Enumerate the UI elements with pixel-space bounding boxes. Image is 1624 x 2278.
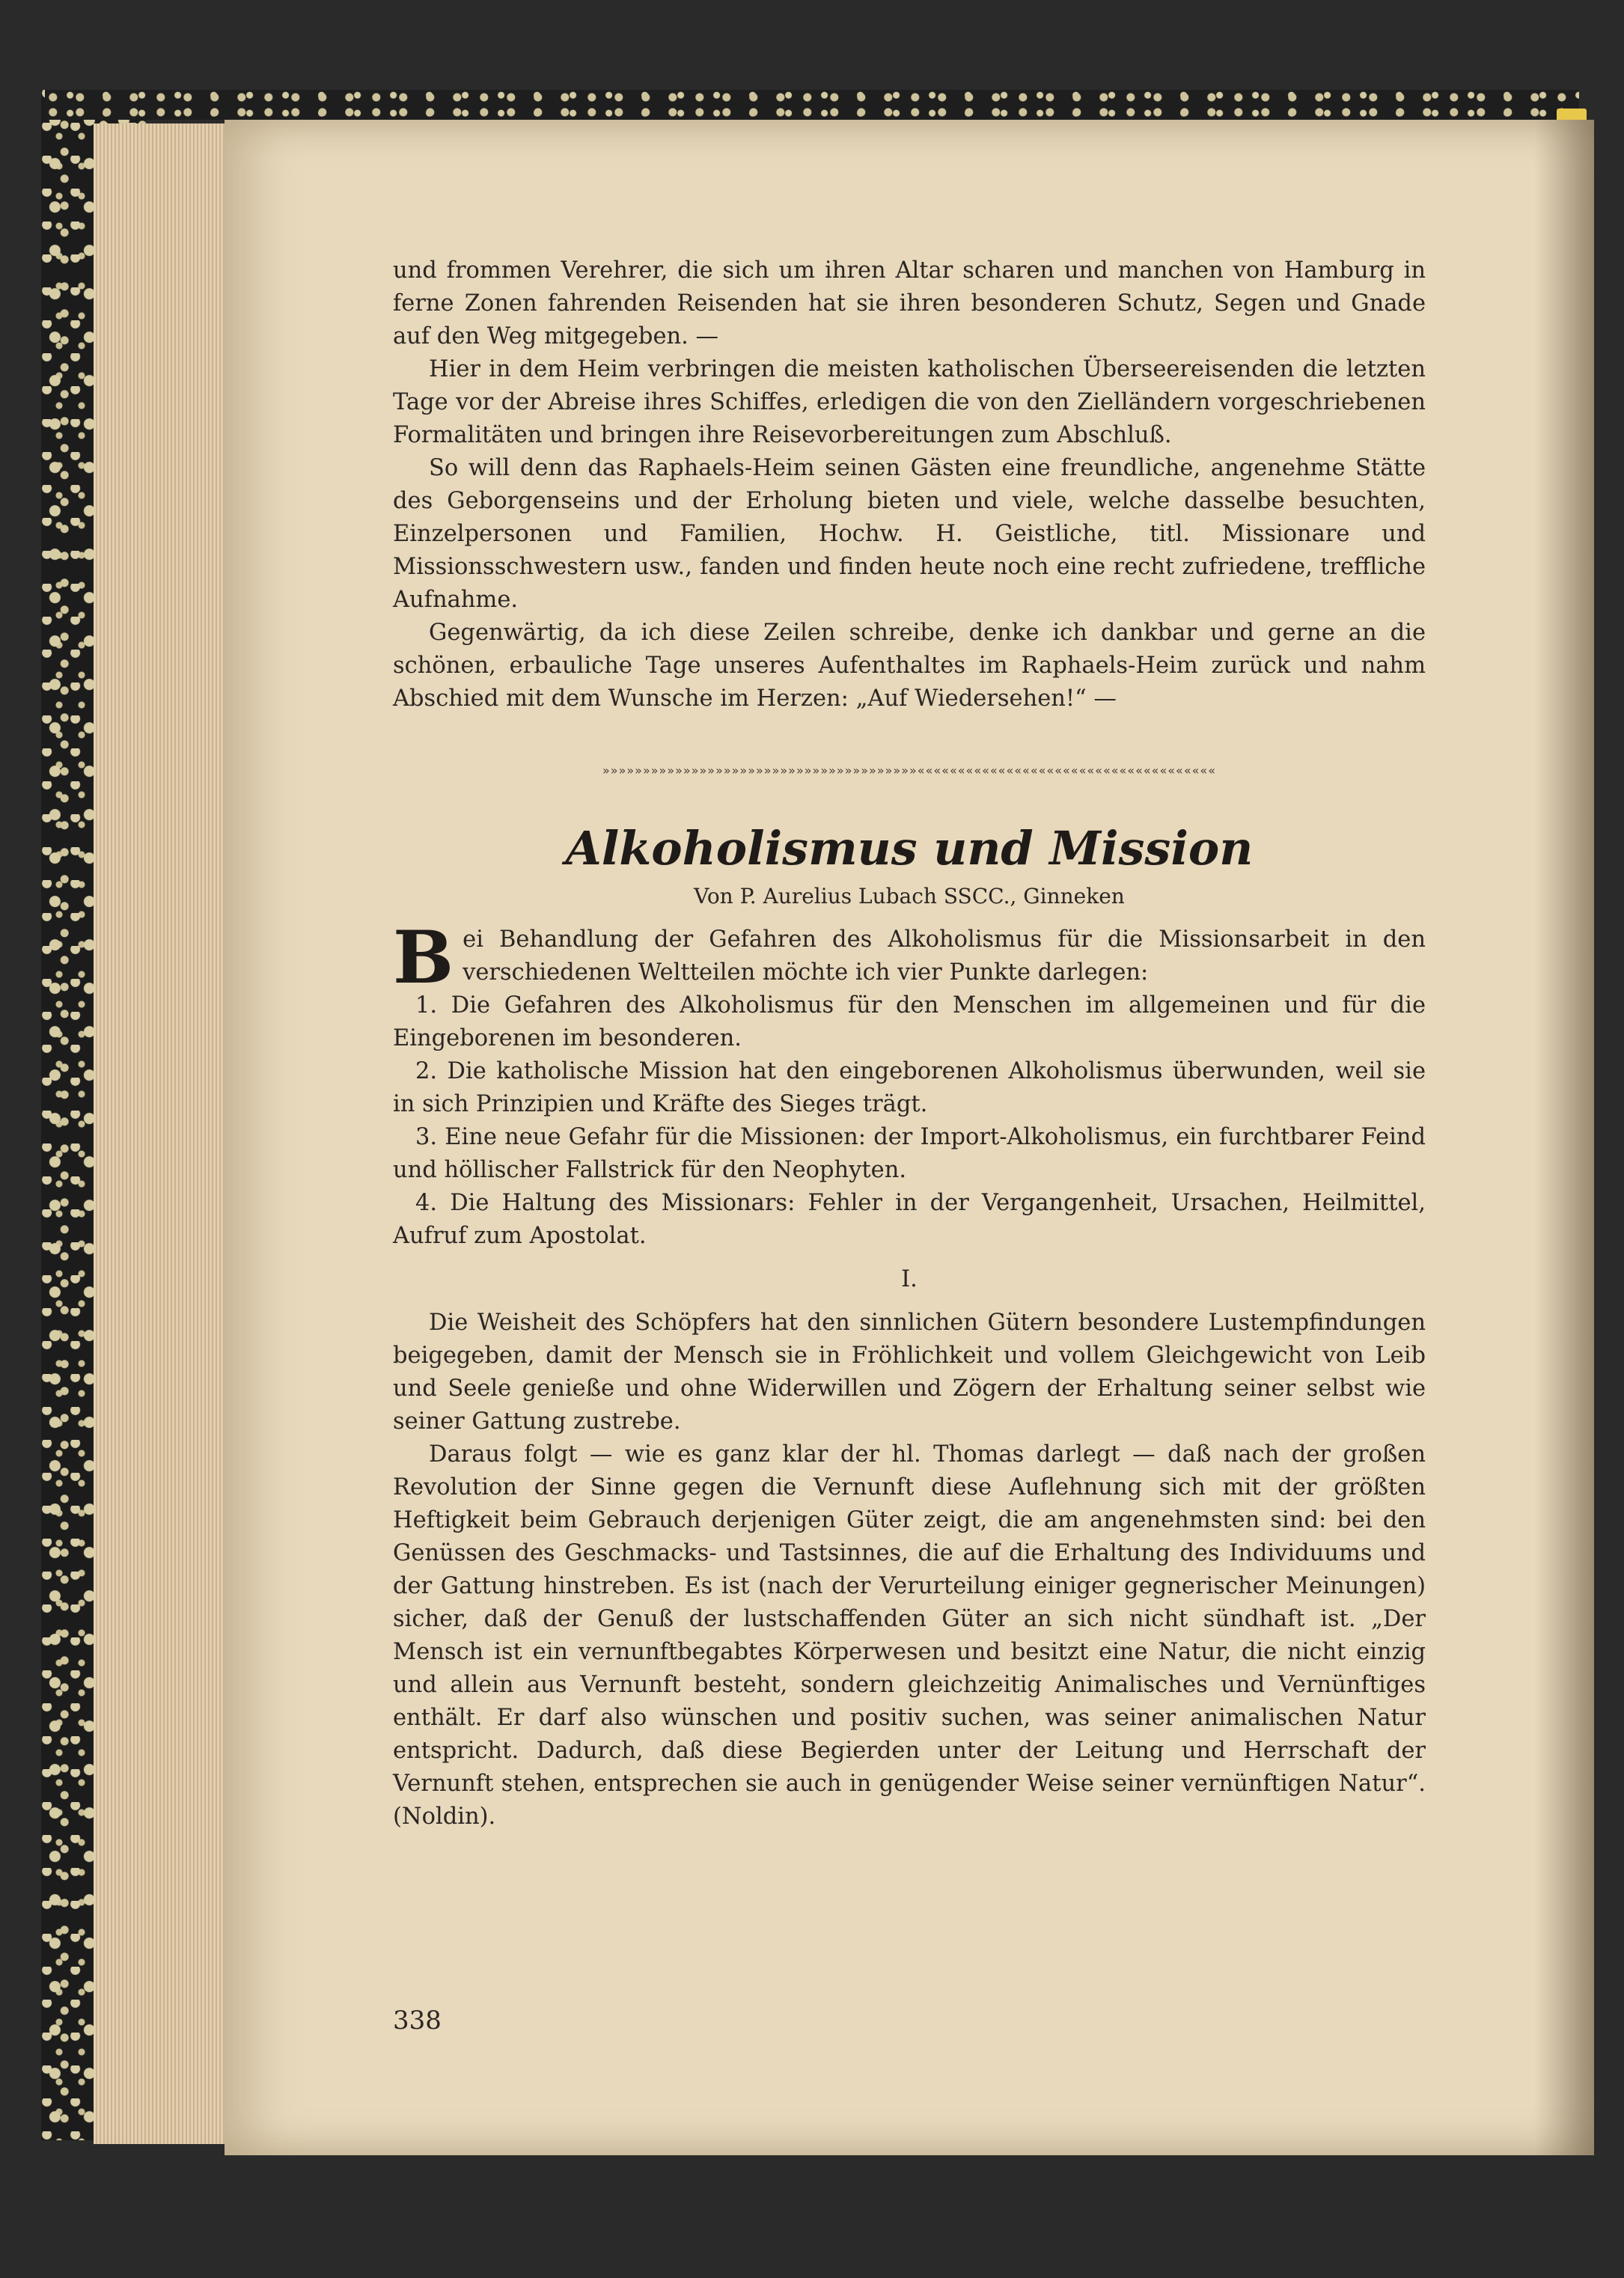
text-column: [393, 254, 1426, 1833]
point-1: 1. Die Gefahren des Alkoholismus für den Menschen im allgemeinen und für die Eingeborenen im besonderen.: [393, 992, 1426, 1051]
paragraph-raphaels-heim: So will denn das Raphaels-Heim seinen Gästen eine freundliche, angenehme Stätte des Geborgenseins und der Erholung bieten und viele, welche dasselbe besuchten, Einzelpersonen und Familien, Hochw. H. Geistliche, titl. Missionare und Missionsschwestern usw., fanden und finden heute noch eine recht zufriedene, treffliche Aufnahme.: [393, 455, 1426, 613]
book-cover-top-edge: [45, 90, 1579, 120]
paragraph-heim: Hier in dem Heim verbringen die meisten katholischen Überseereisenden die letzten Tage vor der Abreise ihres Schiffes, erledigen die von den Zielländern vorgeschriebenen Formalitäten und bringen ihre Reisevorbereitungen zum Abschluß.: [393, 356, 1426, 448]
ornamental-divider: »»»»»»»»»»»»»»»»»»»»»»»»»»»»»»»»»»»»»»»«««««««««««««««««««««««««««««««««««««: [602, 763, 1216, 778]
article-intro: [393, 915, 1426, 1000]
article-intro-text: ei Behandlung der Gefahren des Alkoholismus für die Missionsarbeit in den verschiedenen Weltteilen möchte ich vier Punkte darlegen:: [463, 926, 1426, 986]
paragraph-gegenwaertig: Gegenwärtig, da ich diese Zeilen schreibe, denke ich dankbar und gerne an die schönen, erbauliche Tage unseres Aufenthaltes im Raphaels-Heim zurück und nahm Abschied mit dem Wunsche im Herzen: „Auf Wiedersehen!“ —: [393, 620, 1426, 712]
paragraph-continuation: und frommen Verehrer, die sich um ihren Altar scharen und manchen von Hamburg in ferne Zonen fahrenden Reisenden hat sie ihren besonderen Schutz, Segen und Gnade auf den Weg mitgegeben. —: [393, 257, 1426, 349]
article-byline: Von P. Aurelius Lubach SSCC., Ginneken: [694, 884, 1125, 909]
section-number: I.: [901, 1266, 918, 1292]
page-edges: [94, 123, 230, 2144]
paragraph-weisheit: Die Weisheit des Schöpfers hat den sinnlichen Gütern besondere Lustempfindungen beigegeben, damit der Mensch sie in Fröhlichkeit und vollem Gleichgewicht von Leib und Seele genieße und ohne Widerwillen und Zögern der Erhaltung seiner selbst wie seiner Gattung zustrebe.: [393, 1310, 1426, 1435]
page-gutter-shadow: [1534, 120, 1594, 2155]
paragraph-daraus-folgt: Daraus folgt — wie es ganz klar der hl. Thomas darlegt — daß nach der großen Revolution der Sinne gegen die Vernunft diese Auflehnung sich mit der größten Heftigkeit beim Gebrauch derjenigen Güter zeigt, die am angenehmsten sind: bei den Genüssen des Geschmacks- und Tastsinnes, die auf die Erhaltung des Individuums und der Gattung hinstreben. Es ist (nach der Verurteilung einiger gegnerischer Meinungen) sicher, daß der Genuß der lustschaffenden Güter an sich nicht sündhaft ist. „Der Mensch ist ein vernunftbegabtes Körperwesen und besitzt eine Natur, die nicht einzig und allein aus Vernunft besteht, sondern gleichzeitig Animalisches und Vernünftiges enthält. Er darf also wünschen und positiv suchen, was seiner animalischen Natur entspricht. Dadurch, daß diese Begierden unter der Leitung und Herrschaft der Vernunft stehen, entsprechen sie auch in genügender Weise seiner vernünftigen Natur“. (Noldin).: [393, 1441, 1426, 1830]
point-3: 3. Eine neue Gefahr für die Missionen: der Import-Alkoholismus, ein furchtbarer Feind und höllischer Fallstrick für den Neophyten.: [393, 1124, 1426, 1183]
drop-cap: B: [393, 915, 454, 1000]
point-2: 2. Die katholische Mission hat den eingeborenen Alkoholismus überwunden, weil sie in sich Prinzipien und Kräfte des Sieges trägt.: [393, 1058, 1426, 1117]
article-title: Alkoholismus und Mission: [565, 821, 1254, 876]
page-number: 338: [393, 2006, 442, 2036]
point-4: 4. Die Haltung des Missionars: Fehler in der Vergangenheit, Ursachen, Heilmittel, Aufruf zum Apostolat.: [393, 1190, 1426, 1249]
